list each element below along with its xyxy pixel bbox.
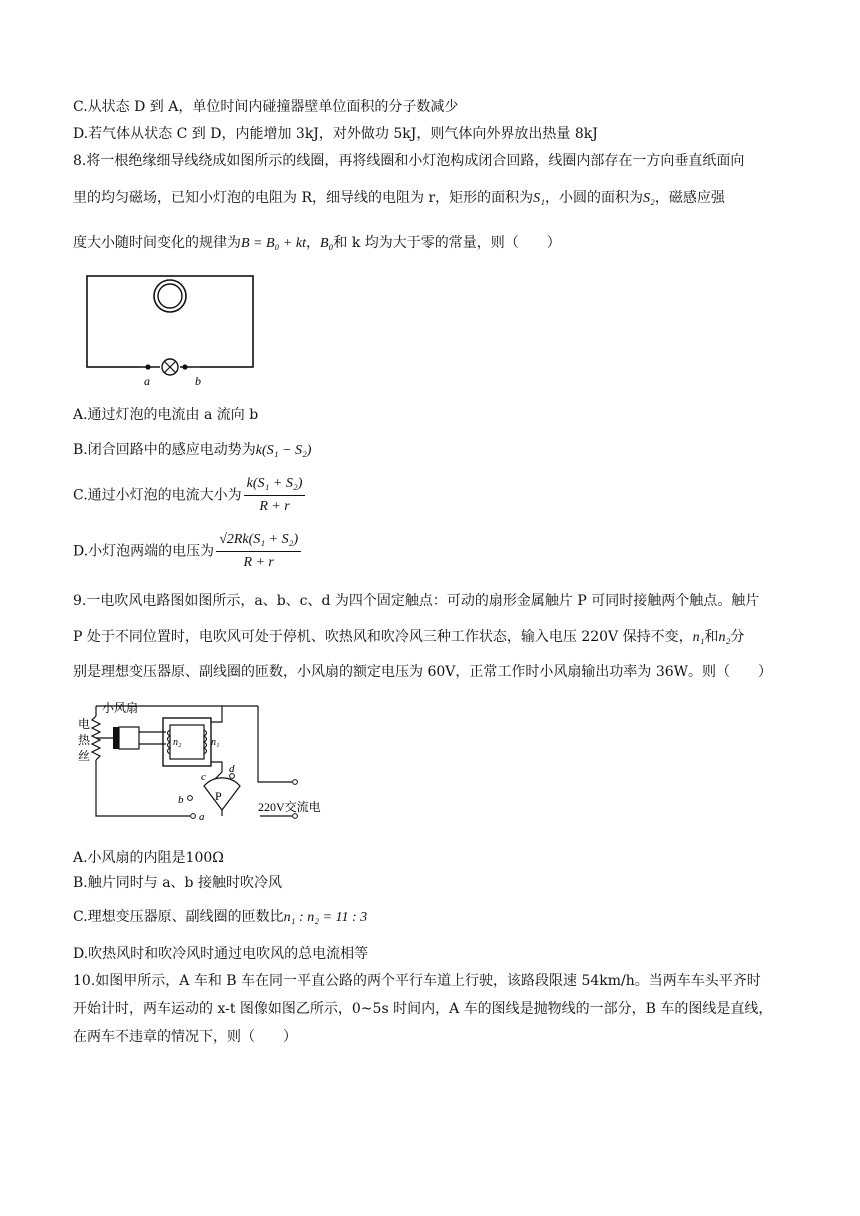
svg-text:n₂: n₂ [173, 737, 182, 748]
q9-stem-line2: P 处于不同位置时，电吹风可处于停机、吹热风和吹冷风三种工作状态，输入电压 220V 保持不变，n₁和n₂分 [73, 629, 745, 645]
q8-stem-line2: 里的均匀磁场，已知小灯泡的电阻为 R，细导线的电阻为 r，矩形的面积为S₁，小圆的面积为S₂，磁感应强 [73, 190, 725, 206]
q8-option-c: C.通过小灯泡的电流大小为 $\frac{\text{k(S₁ + S₂)}}{R + r}$ [73, 474, 305, 517]
svg-text:丝: 丝 [78, 749, 91, 763]
q9-option-a: A.小风扇的内阻是100Ω [73, 850, 224, 866]
label-a: a [144, 374, 150, 388]
q9-hair-dryer-circuit-figure [72, 692, 342, 828]
q8-coil-circuit-figure [80, 270, 260, 390]
q10-stem-line3: 在两车不违章的情况下，则（ ） [73, 1029, 297, 1045]
symbol-s1: S₁ [533, 191, 546, 206]
label-b: b [195, 374, 201, 388]
fraction-current: $\frac{\text{k(S₁ + S₂)}}{R + r}$ [244, 474, 306, 517]
q9-option-c: C.理想变压器原、副线圈的匝数比n₁ : n₂ = 11 : 3 [73, 909, 368, 925]
q9-stem-line3: 别是理想变压器原、副线圈的匝数，小风扇的额定电压为 60V，正常工作时小风扇输出功率为 36W。则（ ） [73, 664, 773, 680]
fraction-voltage: $\frac{\text{√2Rk(S₁ + S₂)}}{R + r}$ [216, 530, 301, 573]
q8-option-d: D.小灯泡两端的电压为 $\frac{\text{√2Rk(S₁ + S₂)}}{R + r}$ [73, 530, 301, 573]
svg-text:n₁: n₁ [211, 737, 220, 748]
q8-option-b: B.闭合回路中的感应电动势为k(S₁ − S₂) [73, 442, 312, 458]
contact-a: a [199, 811, 205, 823]
q8-stem-line3: 度大小随时间变化的规律为B = B₀ + kt，B₀和 k 均为大于零的常量，则（ ） [73, 235, 561, 251]
contact-p: P [215, 789, 222, 803]
q9-option-b: B.触片同时与 a、b 接触时吹冷风 [73, 875, 282, 891]
q7-option-c: C.从状态 D 到 A，单位时间内碰撞器壁单位面积的分子数减少 [73, 99, 459, 115]
svg-text:电: 电 [78, 717, 91, 731]
q8-stem-line1: 8.将一根绝缘细导线绕成如图所示的线圈，再将线圈和小灯泡构成闭合回路，线圈内部存在一方向垂直纸面向 [73, 153, 745, 169]
q9-stem-line1: 9.一电吹风电路图如图所示，a、b、c、d 为四个固定触点：可动的扇形金属触片 P 可同时接触两个触点。触片 [73, 593, 760, 609]
q8-option-a: A.通过灯泡的电流由 a 流向 b [73, 407, 259, 423]
formula-b: B = B₀ + kt [241, 236, 306, 251]
q7-option-d: D.若气体从状态 C 到 D，内能增加 3kJ，对外做功 5kJ，则气体向外界放出热量 8kJ [73, 126, 598, 142]
contact-c: c [201, 771, 206, 783]
q10-stem-line1: 10.如图甲所示，A 车和 B 车在同一平直公路的两个平行车道上行驶，该路段限速 54km/h。当两车车头平齐时 [73, 973, 761, 989]
svg-text:热: 热 [78, 733, 91, 747]
q10-stem-line2: 开始计时，两车运动的 x-t 图像如图乙所示，0~5s 时间内，A 车的图线是抛物线的一部分，B 车的图线是直线， [73, 1001, 773, 1017]
symbol-s2: S₂ [643, 191, 655, 206]
contact-b: b [178, 794, 184, 806]
symbol-b0: B₀ [319, 236, 334, 251]
q9-option-d: D.吹热风时和吹冷风时通过电吹风的总电流相等 [73, 946, 369, 962]
fan-label: 小风扇 [102, 701, 139, 715]
contact-d: d [229, 763, 235, 775]
ac-source-label: 220V交流电 [258, 800, 321, 814]
